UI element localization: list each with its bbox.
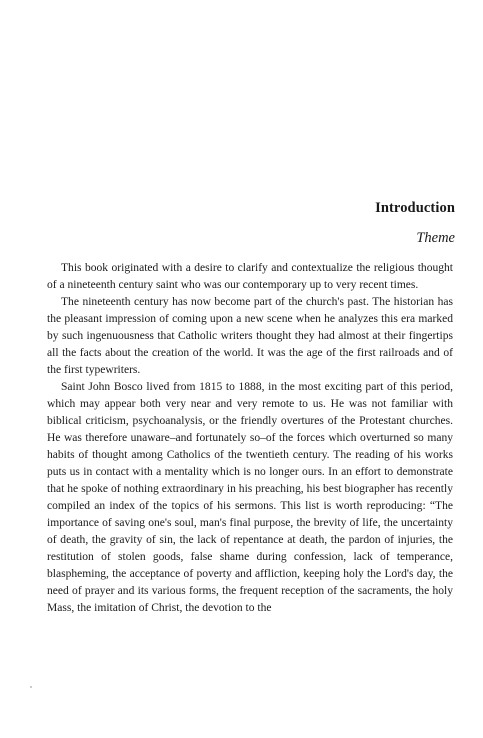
chapter-heading: [375, 200, 455, 247]
body-text: [47, 260, 453, 617]
chapter-title: Introduction: [375, 200, 455, 216]
chapter-subtitle: Theme: [416, 230, 455, 246]
paragraph: This book originated with a desire to clarify and contextualize the religious thought of a nineteenth century saint who was our contemporary up to very recent times.: [47, 262, 453, 291]
paragraph: Saint John Bosco lived from 1815 to 1888, in the most exciting part of this period, which may appear both very near and very remote to us. He was not familiar with biblical criticism, psychoanalysis, or the friendly overtures of the Protestant churches. He was therefore unaware–and fortunately so–of the forces which overturned so many habits of thought among Catholics of the twentieth century. The reading of his works puts us in contact with a mentality which is no longer ours. In an effort to demonstrate that he spoke of nothing extraordinary in his preaching, his best biographer has recently compiled an index of the topics of his sermons. This list is worth reproducing: “The importance of saving one's soul, man's final purpose, the brevity of life, the uncertainty of death, the gravity of sin, the lack of repentance at death, the pardon of injuries, the restitution of stolen goods, false shame during confession, lack of temperance, blaspheming, the acceptance of poverty and affliction, keeping holy the Lord's day, the need of prayer and its various forms, the frequent reception of the sacraments, the holy Mass, the imitation of Christ, the devotion to the: [47, 381, 453, 614]
scan-speck: [30, 686, 32, 688]
paragraph: The nineteenth century has now become part of the church's past. The historian has the pleasant impression of coming upon a new scene when he analyzes this era marked by such ingenuousness that Catholic writers thought they had almost at their fingertips all the facts about the creation of the world. It was the age of the first railroads and of the first typewriters.: [47, 296, 453, 376]
